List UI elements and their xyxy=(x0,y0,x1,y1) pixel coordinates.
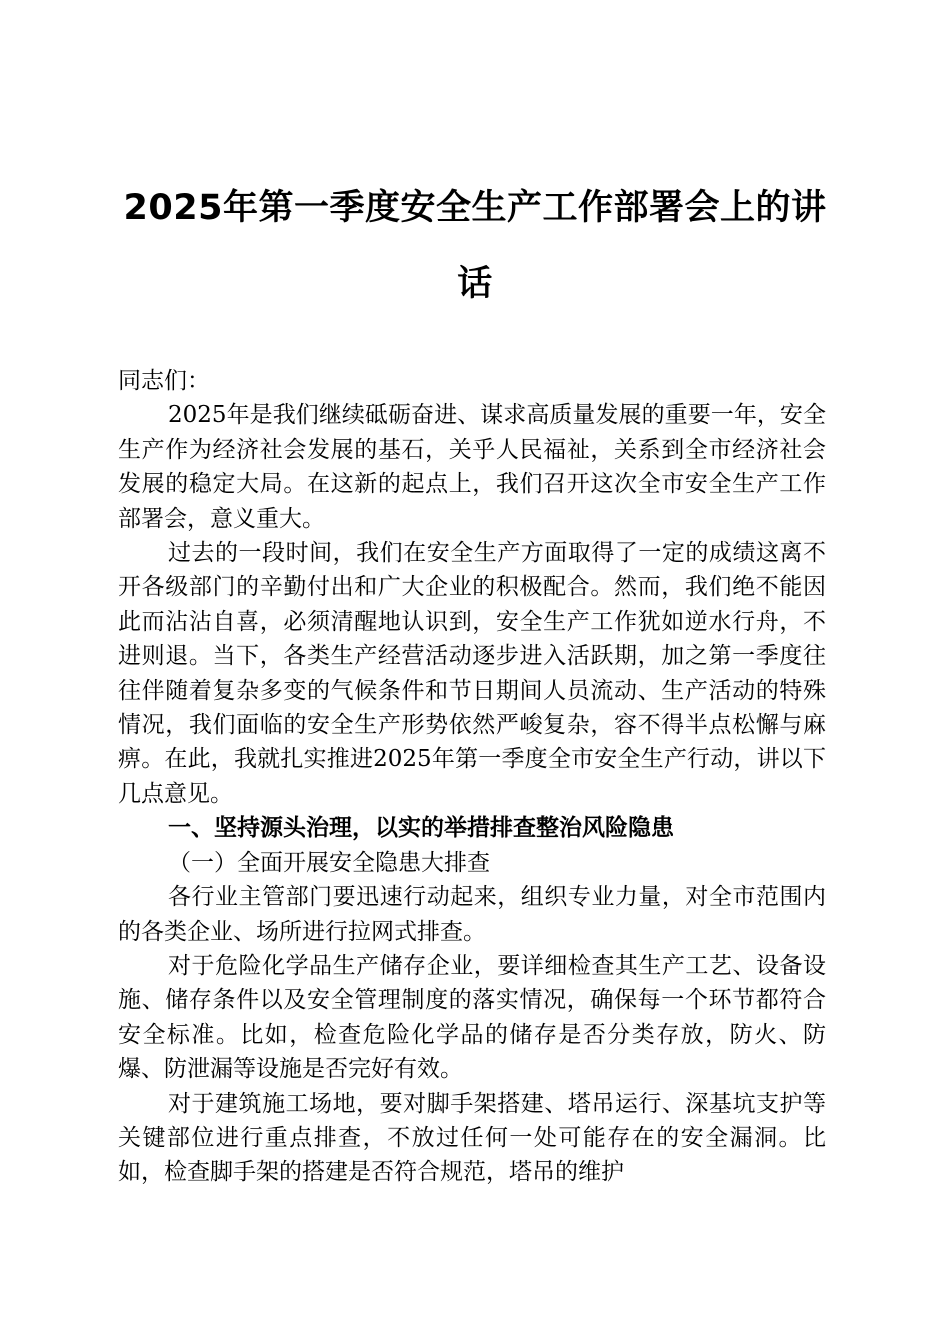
paragraph: 各行业主管部门要迅速行动起来，组织专业力量，对全市范围内的各类企业、场所进行拉网式排查。 xyxy=(118,884,826,945)
paragraph: 过去的一段时间，我们在安全生产方面取得了一定的成绩这离不开各级部门的辛勤付出和广大企业的积极配合。然而，我们绝不能因此而沾沾自喜，必须清醒地认识到，安全生产工作犹如逆水行舟，不进则退。当下，各类生产经营活动逐步进入活跃期，加之第一季度往往伴随着复杂多变的气候条件和节日期间人员流动、生产活动的特殊情况，我们面临的安全生产形势依然严峻复杂，容不得半点松懈与麻痹。在此，我就扎实推进2025年第一季度全市安全生产行动，讲以下几点意见。 xyxy=(118,540,826,807)
section-heading-2: （一）全面开展安全隐患大排查 xyxy=(168,849,490,876)
document-body xyxy=(118,364,826,1190)
section-heading-1: 一、坚持源头治理，以实的举措排查整治风险隐患 xyxy=(168,815,674,842)
paragraph: 2025年是我们继续砥砺奋进、谋求高质量发展的重要一年，安全生产作为经济社会发展的基石，关乎人民福祉，关系到全市经济社会发展的稳定大局。在这新的起点上，我们召开这次全市安全生产工作部署会，意义重大。 xyxy=(118,402,826,532)
document-title: 2025年第一季度安全生产工作部署会上的讲话 xyxy=(123,188,827,304)
salutation: 同志们： xyxy=(118,368,210,394)
paragraph: 对于建筑施工场地，要对脚手架搭建、塔吊运行、深基坑支护等关键部位进行重点排查，不放过任何一处可能存在的安全漏洞。比如，检查脚手架的搭建是否符合规范，塔吊的维护 xyxy=(118,1090,826,1186)
paragraph: 对于危险化学品生产储存企业，要详细检查其生产工艺、设备设施、储存条件以及安全管理制度的落实情况，确保每一个环节都符合安全标准。比如，检查危险化学品的储存是否分类存放，防火、防爆、防泄漏等设施是否完好有效。 xyxy=(118,952,826,1083)
